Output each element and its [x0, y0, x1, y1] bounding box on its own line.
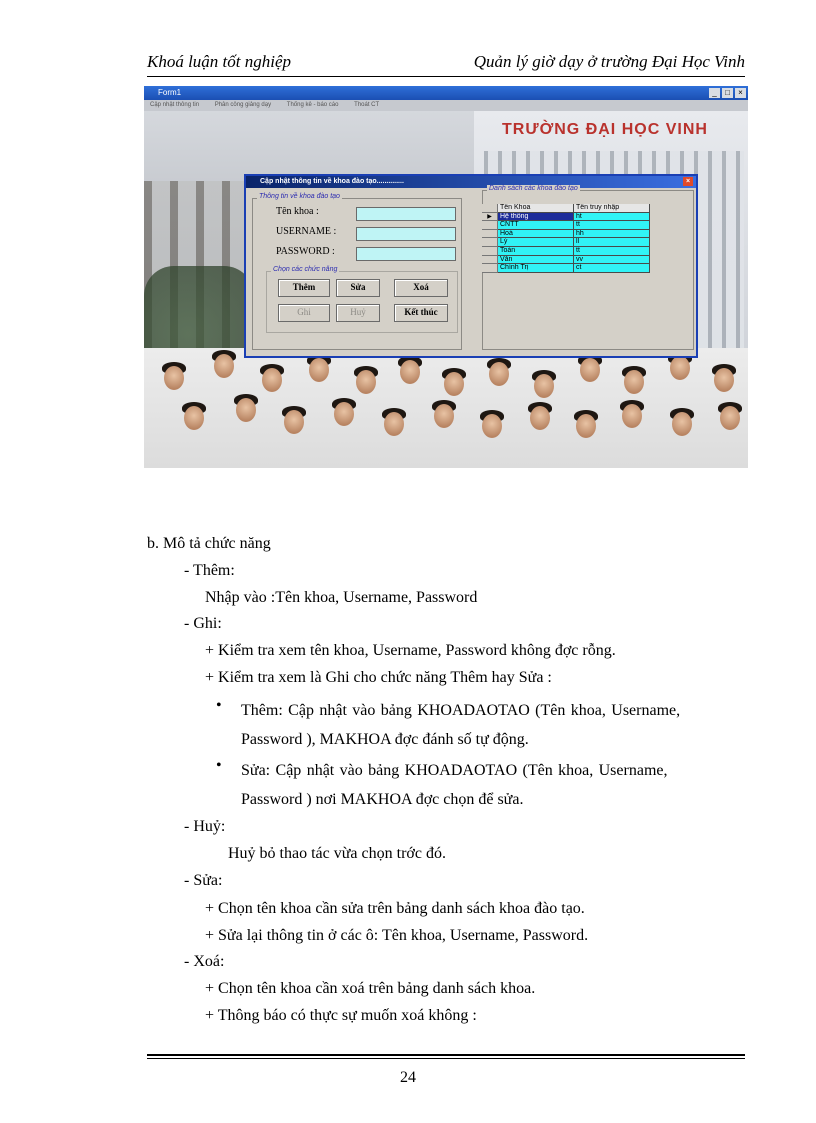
them-desc: Nhập vào :Tên khoa, Username, Password: [205, 589, 478, 606]
row-selector[interactable]: [482, 221, 498, 230]
window-titlebar: [144, 86, 748, 100]
ten-khoa-input[interactable]: [356, 207, 456, 221]
grid-cell-ten-khoa[interactable]: Văn: [498, 256, 574, 265]
grid-cell-ten-khoa[interactable]: Toán: [498, 247, 574, 256]
bullet-sua-line1: Sửa: Cập nhật vào bảng KHOADAOTAO (Tên khoa, Username,: [241, 762, 668, 779]
them-title: - Thêm:: [184, 562, 235, 579]
row-pointer-icon[interactable]: ▶: [482, 213, 498, 222]
page-header: [147, 52, 745, 77]
university-banner: TRƯỜNG ĐẠI HỌC VINH: [502, 121, 708, 138]
ghi-button[interactable]: Ghi: [278, 304, 330, 322]
xoa-button[interactable]: Xoá: [394, 279, 448, 297]
ghi-check-2: + Kiểm tra xem là Ghi cho chức năng Thêm hay Sửa :: [205, 669, 552, 686]
grid-cell-ten-truy-nhap[interactable]: vv: [574, 256, 650, 265]
grid-header-row: [482, 204, 652, 213]
xoa-title: - Xoá:: [184, 953, 225, 970]
bullet-them-line2: Password ), MAKHOA đợc đánh số tự động.: [241, 731, 529, 748]
bullet-icon: •: [216, 697, 222, 714]
grid-cell-ten-khoa[interactable]: Lý: [498, 238, 574, 247]
them-button[interactable]: Thêm: [278, 279, 330, 297]
grid-row[interactable]: [482, 264, 652, 273]
row-selector[interactable]: [482, 256, 498, 265]
grid-cell-ten-truy-nhap[interactable]: hh: [574, 230, 650, 239]
embedded-screenshot: [144, 86, 748, 468]
grid-row[interactable]: [482, 230, 652, 239]
row-selector[interactable]: [482, 238, 498, 247]
grid-cell-ten-khoa[interactable]: CNTT: [498, 221, 574, 230]
dialog-titlebar: [246, 176, 696, 188]
password-input[interactable]: [356, 247, 456, 261]
dialog-title: Cập nhật thông tin về khoa đào tạo..............: [260, 178, 404, 185]
bullet-icon: •: [216, 757, 222, 774]
menu-item-exit[interactable]: Thoát CT: [354, 102, 380, 108]
grid-header-ten-truy-nhap[interactable]: Tên truy nhập: [574, 204, 650, 213]
section-heading: b. Mô tả chức năng: [147, 535, 271, 552]
group-photo: [144, 348, 748, 468]
ket-thuc-button[interactable]: Kết thúc: [394, 304, 448, 322]
grid-row[interactable]: [482, 256, 652, 265]
password-label: PASSWORD :: [276, 246, 335, 257]
grid-row[interactable]: [482, 213, 652, 222]
maximize-icon[interactable]: □: [722, 88, 733, 98]
grid-header-ten-khoa[interactable]: Tên Khoa: [498, 204, 574, 213]
sua-step-1: + Chọn tên khoa cần sửa trên bảng danh sách khoa đào tạo.: [205, 900, 585, 917]
grid-cell-ten-truy-nhap[interactable]: ct: [574, 264, 650, 273]
username-label: USERNAME :: [276, 226, 337, 237]
window-title: Form1: [158, 88, 182, 97]
dialog-close-icon[interactable]: ×: [683, 177, 693, 186]
sua-title: - Sửa:: [184, 872, 223, 889]
function-group-label: Chọn các chức năng: [273, 266, 338, 273]
ghi-title: - Ghi:: [184, 615, 222, 632]
department-grid[interactable]: [482, 204, 652, 273]
row-selector[interactable]: [482, 247, 498, 256]
grid-cell-ten-khoa[interactable]: Hoá: [498, 230, 574, 239]
huy-desc: Huỷ bỏ thao tác vừa chọn trớc đó.: [228, 845, 446, 862]
grid-row[interactable]: [482, 238, 652, 247]
xoa-step-2: + Thông báo có thực sự muốn xoá không :: [205, 1007, 477, 1024]
menu-item-update[interactable]: Cập nhật thông tin: [150, 102, 200, 108]
list-group-label: Danh sách các khoa đào tạo: [489, 185, 578, 192]
grid-row[interactable]: [482, 247, 652, 256]
username-input[interactable]: [356, 227, 456, 241]
grid-cell-ten-truy-nhap[interactable]: tt: [574, 221, 650, 230]
close-icon[interactable]: ×: [735, 88, 746, 98]
page-number: 24: [400, 1069, 416, 1086]
footer-rule-thin: [147, 1058, 745, 1059]
grid-cell-ten-truy-nhap[interactable]: ll: [574, 238, 650, 247]
ten-khoa-label: Tên khoa :: [276, 206, 319, 217]
bullet-sua-line2: Password ) nơi MAKHOA đợc chọn để sửa.: [241, 791, 524, 808]
bullet-them-line1: Thêm: Cập nhật vào bảng KHOADAOTAO (Tên khoa, Username,: [241, 702, 681, 719]
row-selector[interactable]: [482, 230, 498, 239]
xoa-step-1: + Chọn tên khoa cần xoá trên bảng danh sách khoa.: [205, 980, 536, 997]
minimize-icon[interactable]: _: [709, 88, 720, 98]
grid-cell-ten-khoa[interactable]: Hệ thống: [498, 213, 574, 222]
grid-row[interactable]: [482, 221, 652, 230]
menu-item-assign[interactable]: Phân công giảng dạy: [214, 102, 272, 108]
header-right: Quản lý giờ dạy ở trường Đại Học Vinh: [473, 52, 745, 71]
footer-rule: [147, 1054, 745, 1056]
grid-cell-ten-truy-nhap[interactable]: ht: [574, 213, 650, 222]
huy-button[interactable]: Huỷ: [336, 304, 380, 322]
grid-cell-ten-khoa[interactable]: Chính Trị: [498, 264, 574, 273]
ghi-check-1: + Kiểm tra xem tên khoa, Username, Password không đợc rỗng.: [205, 642, 616, 659]
huy-title: - Huỷ:: [184, 818, 226, 835]
menu-bar: [144, 100, 748, 111]
sua-step-2: + Sửa lại thông tin ở các ô: Tên khoa, Username, Password.: [205, 927, 589, 944]
row-selector[interactable]: [482, 264, 498, 273]
sua-button[interactable]: Sửa: [336, 279, 380, 297]
menu-item-report[interactable]: Thống kê - báo cáo: [286, 102, 339, 108]
info-group-label: Thông tin về khoa đào tạo: [259, 193, 340, 200]
grid-cell-ten-truy-nhap[interactable]: tt: [574, 247, 650, 256]
header-left: Khoá luận tốt nghiệp: [147, 52, 292, 71]
